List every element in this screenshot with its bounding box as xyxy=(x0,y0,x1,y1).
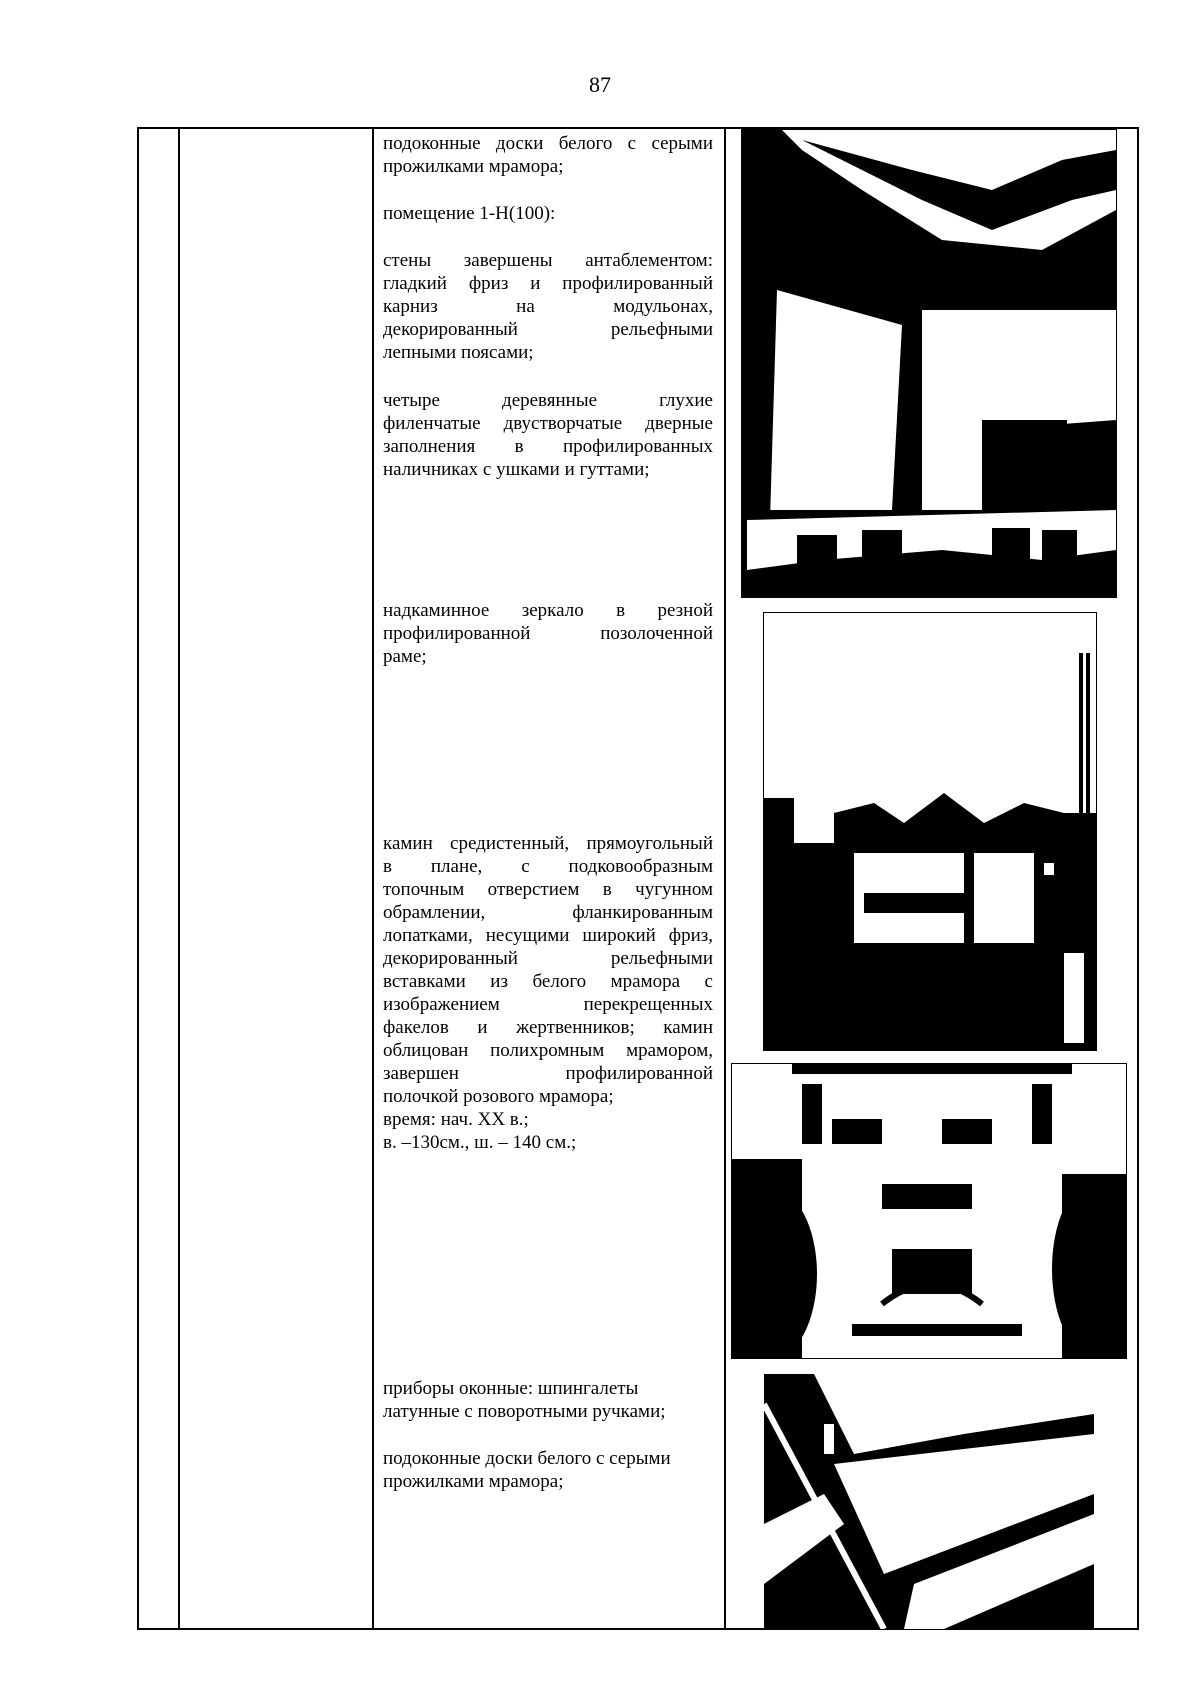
page-number: 87 xyxy=(589,72,611,97)
entry-line: наличниках с ушками и гуттами; xyxy=(383,459,650,480)
entry-walls xyxy=(383,249,713,364)
entry-line: изображением перекрещенных xyxy=(383,994,713,1015)
column-divider-3 xyxy=(724,129,726,1628)
entry-fireplace xyxy=(383,832,713,1154)
entry-line: надкаминное зеркало в резной xyxy=(383,600,713,621)
entry-line: в. –130см., ш. – 140 см.; xyxy=(383,1132,577,1153)
entry-line: вставками из белого мрамора с xyxy=(383,971,713,992)
mirror-photo xyxy=(763,612,1097,1051)
fireplace-photo xyxy=(731,1063,1127,1359)
entry-line: заполнения в профилированных xyxy=(383,436,713,457)
entry-line: лепными поясами; xyxy=(383,342,534,363)
entry-line: лопатками, несущими широкий фриз, xyxy=(383,925,713,946)
entry-line: профилированной позолоченной xyxy=(383,623,713,644)
entry-line: декорированный рельефными xyxy=(383,319,713,340)
entry-line: облицован полихромным мрамором, xyxy=(383,1040,713,1061)
entry-line: карниз на модульонах, xyxy=(383,296,713,317)
column-divider-2 xyxy=(372,129,374,1628)
entry-line: прожилками мрамора; xyxy=(383,156,564,177)
entry-line: латунные с поворотными ручками; xyxy=(383,1401,666,1422)
entry-line: в плане, с подковообразным xyxy=(383,856,713,877)
entry-line: декорированный рельефными xyxy=(383,948,713,969)
entry-line: раме; xyxy=(383,646,427,667)
entry-mirror xyxy=(383,599,713,668)
entry-line: завершен профилированной xyxy=(383,1063,713,1084)
window-photo xyxy=(764,1374,1094,1629)
entry-room xyxy=(383,202,713,225)
entry-line: помещение 1-Н(100): xyxy=(383,203,556,224)
entry-line: время: нач. XX в.; xyxy=(383,1109,529,1130)
entry-sills-1 xyxy=(383,132,713,178)
entry-line: подоконные доски белого с серыми xyxy=(383,133,713,154)
entry-line: обрамлении, фланкированным xyxy=(383,902,713,923)
entry-line: полочкой розового мрамора; xyxy=(383,1086,614,1107)
column-divider-1 xyxy=(178,129,180,1628)
entry-line: подоконные доски белого с серыми xyxy=(383,1448,671,1469)
entry-line: четыре деревянные глухие xyxy=(383,390,713,411)
entry-window-fittings xyxy=(383,1377,713,1423)
entry-line: топочным отверстием в чугунном xyxy=(383,879,713,900)
entry-line: прожилками мрамора; xyxy=(383,1471,564,1492)
entry-line: гладкий фриз и профилированный xyxy=(383,273,713,294)
entry-doors xyxy=(383,389,713,481)
entry-line: факелов и жертвенников; камин xyxy=(383,1017,713,1038)
room-interior-photo xyxy=(741,129,1117,598)
entry-line: стены завершены антаблементом: xyxy=(383,250,713,271)
entry-line: приборы оконные: шпингалеты xyxy=(383,1378,639,1399)
entry-sills-2 xyxy=(383,1447,713,1493)
entry-line: камин средистенный, прямоугольный xyxy=(383,833,713,854)
entry-line: филенчатые двустворчатые дверные xyxy=(383,413,713,434)
